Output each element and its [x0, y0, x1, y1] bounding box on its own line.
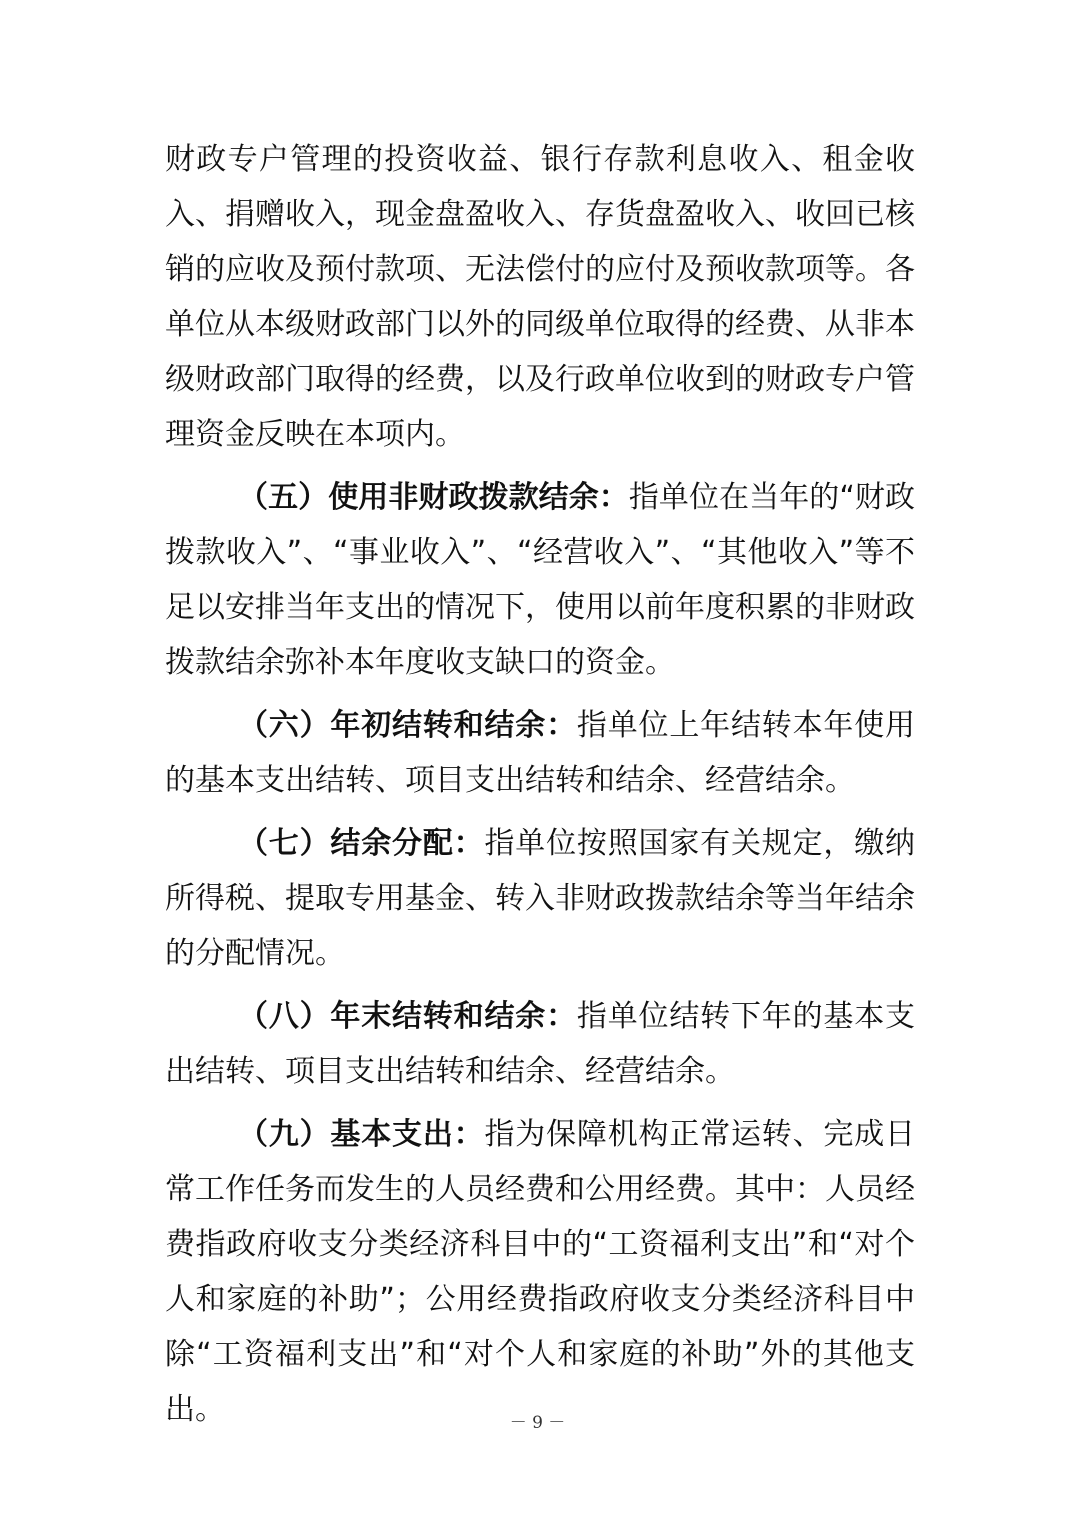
item-heading: （八）年末结转和结余： [238, 999, 577, 1034]
item-heading: （九）基本支出： [238, 1117, 485, 1152]
paragraph-item-5 [165, 470, 915, 690]
paragraph-item-7 [165, 816, 915, 981]
paragraph-text: 指单位按照国家有关规定，缴纳所得税、提取专用基金、转入非财政拨款结余等当年结余的分配情况。 [165, 826, 916, 971]
paragraph-item-8 [165, 989, 915, 1099]
paragraph-text: 指为保障机构正常运转、完成日常工作任务而发生的人员经费和公用经费。其中：人员经费指政府收支分类经济科目中的“工资福利支出”和“对个人和家庭的补助”；公用经费指政府收支分类经济科目中除“工资福利支出”和“对个人和家庭的补助”外的其他支出。 [165, 1117, 916, 1427]
paragraph-continuation [165, 132, 915, 462]
item-heading: （五）使用非财政拨款结余： [238, 480, 629, 515]
paragraph-item-6 [165, 698, 915, 808]
page-number: － 9 － [509, 1413, 566, 1433]
document-body [165, 132, 915, 1445]
paragraph-text: 指单位结转下年的基本支出结转、项目支出结转和结余、经营结余。 [165, 999, 916, 1089]
paragraph-item-9 [165, 1107, 915, 1437]
item-heading: （六）年初结转和结余： [238, 708, 577, 743]
paragraph-text: 财政专户管理的投资收益、银行存款利息收入、租金收入、捐赠收入，现金盘盈收入、存货盘盈收入、收回已核销的应收及预付款项、无法偿付的应付及预收款项等。各单位从本级财政部门以外的同级单位取得的经费、从非本级财政部门取得的经费，以及行政单位收到的财政专户管理资金反映在本项内。 [165, 142, 915, 452]
item-heading: （七）结余分配： [238, 826, 485, 861]
paragraph-text: 指单位上年结转本年使用的基本支出结转、项目支出结转和结余、经营结余。 [165, 708, 916, 798]
paragraph-text: 指单位在当年的“财政拨款收入”、“事业收入”、“经营收入”、“其他收入”等不足以安排当年支出的情况下，使用以前年度积累的非财政拨款结余弥补本年度收支缺口的资金。 [165, 480, 915, 680]
